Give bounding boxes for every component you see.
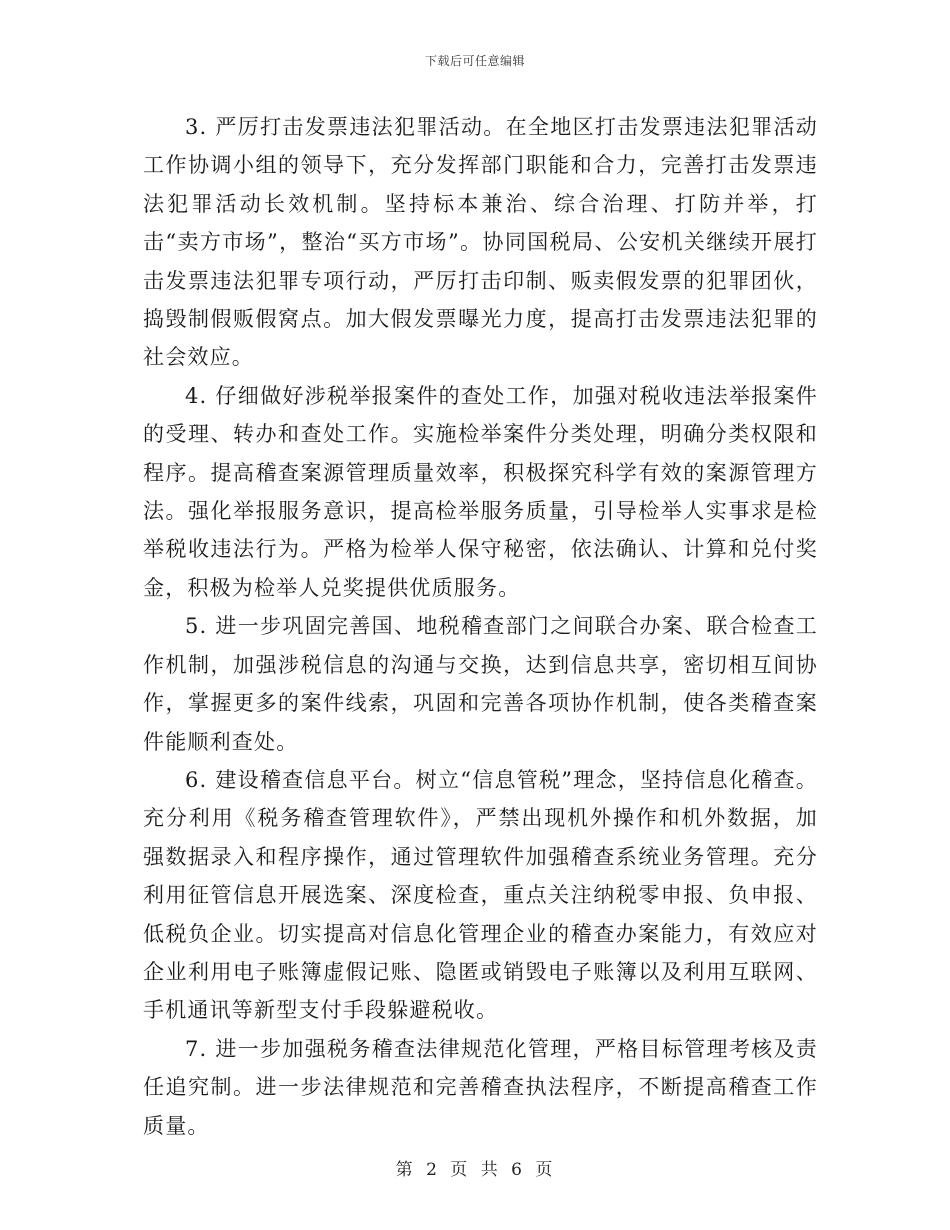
paragraph-7: 7. 进一步加强税务稽查法律规范化管理，严格目标管理考核及责任追究制。进一步法律规范和完善稽查执法程序，不断提高稽查工作质量。	[143, 1036, 818, 1138]
paragraph-5: 5. 进一步巩固完善国、地税稽查部门之间联合办案、联合检查工作机制，加强涉税信息的沟通与交换，达到信息共享，密切相互间协作，掌握更多的案件线索，巩固和完善各项协作机制，使各类稽查案件能顺利查处。	[143, 614, 818, 754]
document-body	[143, 108, 818, 1145]
page-header: 下载后可任意编辑	[424, 54, 525, 68]
paragraph-6: 6. 建设稽查信息平台。树立“信息管税”理念，坚持信息化稽查。充分利用《税务稽查管理软件》，严禁出现机外操作和机外数据，加强数据录入和程序操作，通过管理软件加强稽查系统业务管理。充分利用征管信息开展选案、深度检查，重点关注纳税零申报、负申报、低税负企业。切实提高对信息化管理企业的稽查办案能力，有效应对企业利用电子账簿虚假记账、隐匿或销毁电子账簿以及利用互联网、手机通讯等新型支付手段躲避税收。	[143, 767, 818, 1023]
paragraph-4: 4. 仔细做好涉税举报案件的查处工作，加强对税收违法举报案件的受理、转办和查处工作。实施检举案件分类处理，明确分类权限和程序。提高稽查案源管理质量效率，积极探究科学有效的案源管理方法。强化举报服务意识，提高检举服务质量，引导检举人实事求是检举税收违法行为。严格为检举人保守秘密，依法确认、计算和兑付奖金，积极为检举人兑奖提供优质服务。	[143, 383, 818, 600]
page-footer: 第 2 页 共 6 页	[395, 1160, 555, 1180]
paragraph-3: 3. 严厉打击发票违法犯罪活动。在全地区打击发票违法犯罪活动工作协调小组的领导下，充分发挥部门职能和合力，完善打击发票违法犯罪活动长效机制。坚持标本兼治、综合治理、打防并举，打击“卖方市场”，整治“买方市场”。协同国税局、公安机关继续开展打击发票违法犯罪专项行动，严厉打击印制、贩卖假发票的犯罪团伙，捣毁制假贩假窝点。加大假发票曝光力度，提高打击发票违法犯罪的社会效应。	[143, 115, 818, 370]
